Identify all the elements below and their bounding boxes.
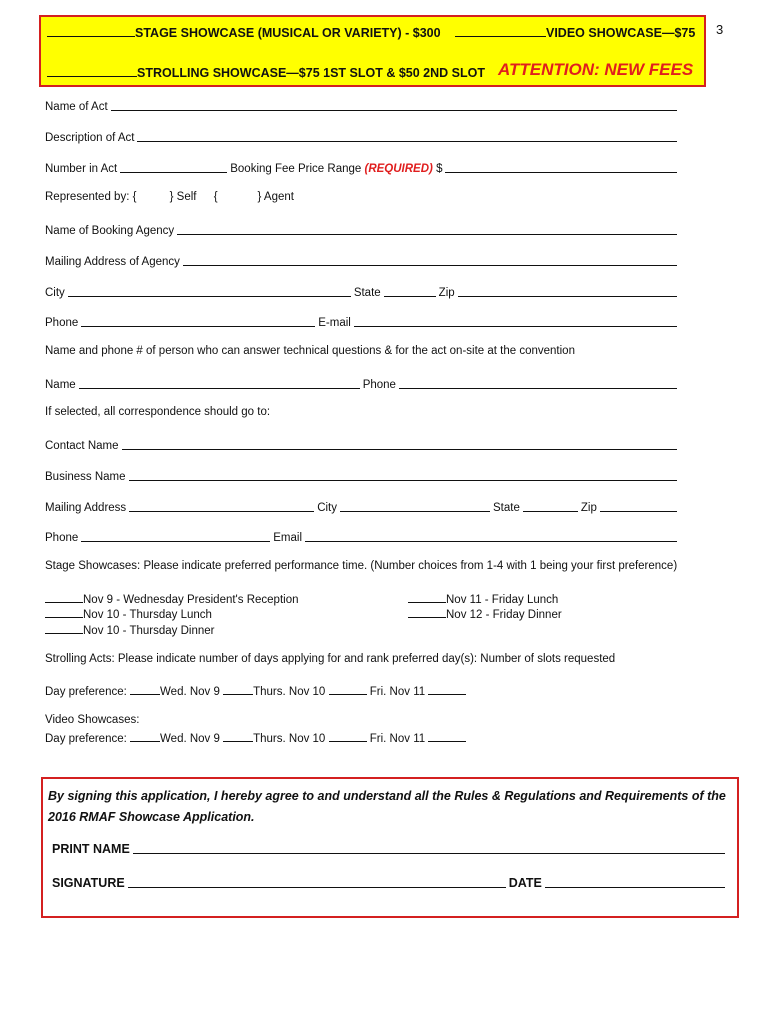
stage-option-1-label: Nov 9 - Wednesday President's Reception bbox=[83, 594, 299, 606]
stage-fee-blank[interactable] bbox=[47, 24, 135, 37]
description-row bbox=[45, 129, 680, 144]
signature-label: SIGNATURE bbox=[52, 876, 125, 890]
business-name-label: Business Name bbox=[45, 471, 126, 483]
phone-label: Phone bbox=[45, 317, 79, 329]
mailing-address-field[interactable] bbox=[129, 510, 314, 512]
date-label: DATE bbox=[508, 876, 542, 890]
state-label: State bbox=[353, 287, 381, 299]
corr-zip-label: Zip bbox=[580, 502, 597, 514]
corr-phone-email-row bbox=[45, 529, 680, 544]
strolling-fri-after-blank[interactable] bbox=[428, 683, 466, 695]
city-label: City bbox=[45, 287, 65, 299]
agent-label: } Agent bbox=[257, 191, 294, 203]
strolling-wed-blank[interactable] bbox=[130, 683, 160, 695]
corr-phone-field[interactable] bbox=[81, 540, 270, 542]
corr-phone-label: Phone bbox=[45, 532, 79, 544]
agency-address-field[interactable] bbox=[183, 264, 677, 266]
contact-name-label: Contact Name bbox=[45, 440, 119, 452]
agency-address-row bbox=[45, 253, 680, 268]
print-name-row bbox=[52, 840, 728, 856]
corr-email-label: Email bbox=[273, 532, 303, 544]
video-title: Video Showcases: bbox=[45, 714, 140, 726]
signature-row bbox=[52, 874, 728, 890]
stage-fee-label: STAGE SHOWCASE (MUSICAL OR VARIETY) - $300 bbox=[135, 26, 441, 40]
stage-option-1-blank[interactable] bbox=[45, 591, 83, 603]
stage-option-4 bbox=[408, 591, 558, 606]
zip-label: Zip bbox=[438, 287, 455, 299]
corr-zip-field[interactable] bbox=[600, 510, 677, 512]
number-in-act-label: Number in Act bbox=[45, 163, 118, 175]
stage-option-4-label: Nov 11 - Friday Lunch bbox=[446, 594, 559, 606]
required-tag: (REQUIRED) bbox=[364, 163, 433, 175]
tech-contact-row bbox=[45, 376, 680, 391]
strolling-fee-label: STROLLING SHOWCASE—$75 1ST SLOT & $50 2ND SLOT bbox=[137, 66, 485, 80]
description-field[interactable] bbox=[137, 140, 677, 142]
booking-agency-field[interactable] bbox=[177, 233, 677, 235]
strolling-day-preference bbox=[45, 683, 466, 698]
video-fri-label: Fri. Nov 11 bbox=[369, 733, 426, 745]
corr-state-label: State bbox=[493, 502, 520, 514]
booking-fee-label: Booking Fee Price Range bbox=[230, 163, 362, 175]
video-day-pref-label: Day preference: bbox=[45, 733, 127, 745]
booking-agency-label: Name of Booking Agency bbox=[45, 225, 175, 237]
tech-phone-field[interactable] bbox=[399, 387, 677, 389]
stage-option-3-label: Nov 10 - Thursday Dinner bbox=[83, 625, 215, 637]
tech-name-field[interactable] bbox=[79, 387, 360, 389]
strolling-showcase-fee bbox=[47, 64, 485, 80]
date-field[interactable] bbox=[545, 886, 725, 888]
stage-showcase-fee bbox=[47, 24, 441, 40]
contact-name-field[interactable] bbox=[122, 448, 677, 450]
contact-name-row bbox=[45, 437, 680, 452]
tech-phone-label: Phone bbox=[362, 379, 396, 391]
strolling-fri-blank[interactable] bbox=[329, 683, 367, 695]
city-state-zip-row bbox=[45, 284, 680, 299]
corr-state-field[interactable] bbox=[523, 510, 578, 512]
correspondence-note: If selected, all correspondence should go to: bbox=[45, 406, 271, 418]
corr-email-field[interactable] bbox=[305, 540, 677, 542]
email-field[interactable] bbox=[354, 325, 677, 327]
business-name-field[interactable] bbox=[129, 479, 677, 481]
strolling-fee-blank[interactable] bbox=[47, 64, 137, 77]
video-fee-label: VIDEO SHOWCASE—$75 bbox=[546, 26, 696, 40]
strolling-thurs-label: Thurs. Nov 10 bbox=[253, 686, 326, 698]
stage-option-5 bbox=[408, 606, 562, 621]
represented-by-label: Represented by: { bbox=[45, 191, 137, 203]
business-name-row bbox=[45, 468, 680, 483]
phone-email-row bbox=[45, 314, 680, 329]
corr-city-field[interactable] bbox=[340, 510, 490, 512]
stage-option-4-blank[interactable] bbox=[408, 591, 446, 603]
stage-option-1 bbox=[45, 591, 299, 606]
represented-by-row bbox=[45, 191, 294, 203]
self-label: } Self bbox=[169, 191, 197, 203]
corr-city-label: City bbox=[317, 502, 337, 514]
stage-option-2-blank[interactable] bbox=[45, 606, 83, 618]
strolling-wed-label: Wed. Nov 9 bbox=[160, 686, 220, 698]
stage-option-2-label: Nov 10 - Thursday Lunch bbox=[83, 609, 212, 621]
zip-field[interactable] bbox=[458, 295, 677, 297]
strolling-instructions: Strolling Acts: Please indicate number of days applying for and rank preferred day(s): Number of slots requested bbox=[45, 653, 616, 665]
phone-field[interactable] bbox=[81, 325, 315, 327]
name-of-act-field[interactable] bbox=[111, 109, 677, 111]
signature-field[interactable] bbox=[128, 886, 506, 888]
mailing-address-label: Mailing Address bbox=[45, 502, 127, 514]
stage-option-2 bbox=[45, 606, 212, 621]
agent-brace: { bbox=[213, 191, 218, 203]
attention-new-fees: ATTENTION: NEW FEES bbox=[498, 60, 694, 79]
stage-option-3-blank[interactable] bbox=[45, 622, 83, 634]
video-thurs-label: Thurs. Nov 10 bbox=[253, 733, 326, 745]
stage-instructions: Stage Showcases: Please indicate preferred performance time. (Number choices from 1-4 with 1 being your first preference) bbox=[45, 560, 678, 572]
video-showcase-fee bbox=[455, 24, 695, 40]
page-number: 3 bbox=[716, 22, 724, 37]
state-field[interactable] bbox=[384, 295, 436, 297]
mailing-address-row bbox=[45, 499, 680, 514]
number-in-act-field[interactable] bbox=[120, 171, 227, 173]
video-fee-blank[interactable] bbox=[455, 24, 546, 37]
video-wed-label: Wed. Nov 9 bbox=[160, 733, 220, 745]
stage-option-5-blank[interactable] bbox=[408, 606, 446, 618]
name-of-act-label: Name of Act bbox=[45, 101, 108, 113]
booking-agency-row bbox=[45, 222, 680, 237]
stage-option-3 bbox=[45, 622, 214, 637]
strolling-fri-label: Fri. Nov 11 bbox=[369, 686, 426, 698]
stage-option-5-label: Nov 12 - Friday Dinner bbox=[446, 609, 562, 621]
agreement-text: By signing this application, I hereby agree to and understand all the Rules & Regulations and Requirements of the 2016 RMAF Showcase Application. bbox=[48, 789, 726, 824]
video-fri-after-blank[interactable] bbox=[428, 730, 466, 742]
print-name-field[interactable] bbox=[133, 852, 725, 854]
agency-address-label: Mailing Address of Agency bbox=[45, 256, 180, 268]
tech-name-label: Name bbox=[45, 379, 76, 391]
video-day-preference bbox=[45, 730, 466, 745]
strolling-thurs-blank[interactable] bbox=[223, 683, 253, 695]
dollar-sign: $ bbox=[436, 163, 443, 175]
video-fri-blank[interactable] bbox=[329, 730, 367, 742]
name-of-act-row bbox=[45, 98, 680, 113]
number-booking-row bbox=[45, 160, 680, 175]
print-name-label: PRINT NAME bbox=[52, 842, 130, 856]
video-thurs-blank[interactable] bbox=[223, 730, 253, 742]
description-label: Description of Act bbox=[45, 132, 135, 144]
video-wed-blank[interactable] bbox=[130, 730, 160, 742]
booking-fee-field[interactable] bbox=[445, 171, 677, 173]
email-label: E-mail bbox=[318, 317, 351, 329]
strolling-day-pref-label: Day preference: bbox=[45, 686, 127, 698]
technical-note: Name and phone # of person who can answer technical questions & for the act on-site at the convention bbox=[45, 345, 575, 357]
city-field[interactable] bbox=[68, 295, 351, 297]
